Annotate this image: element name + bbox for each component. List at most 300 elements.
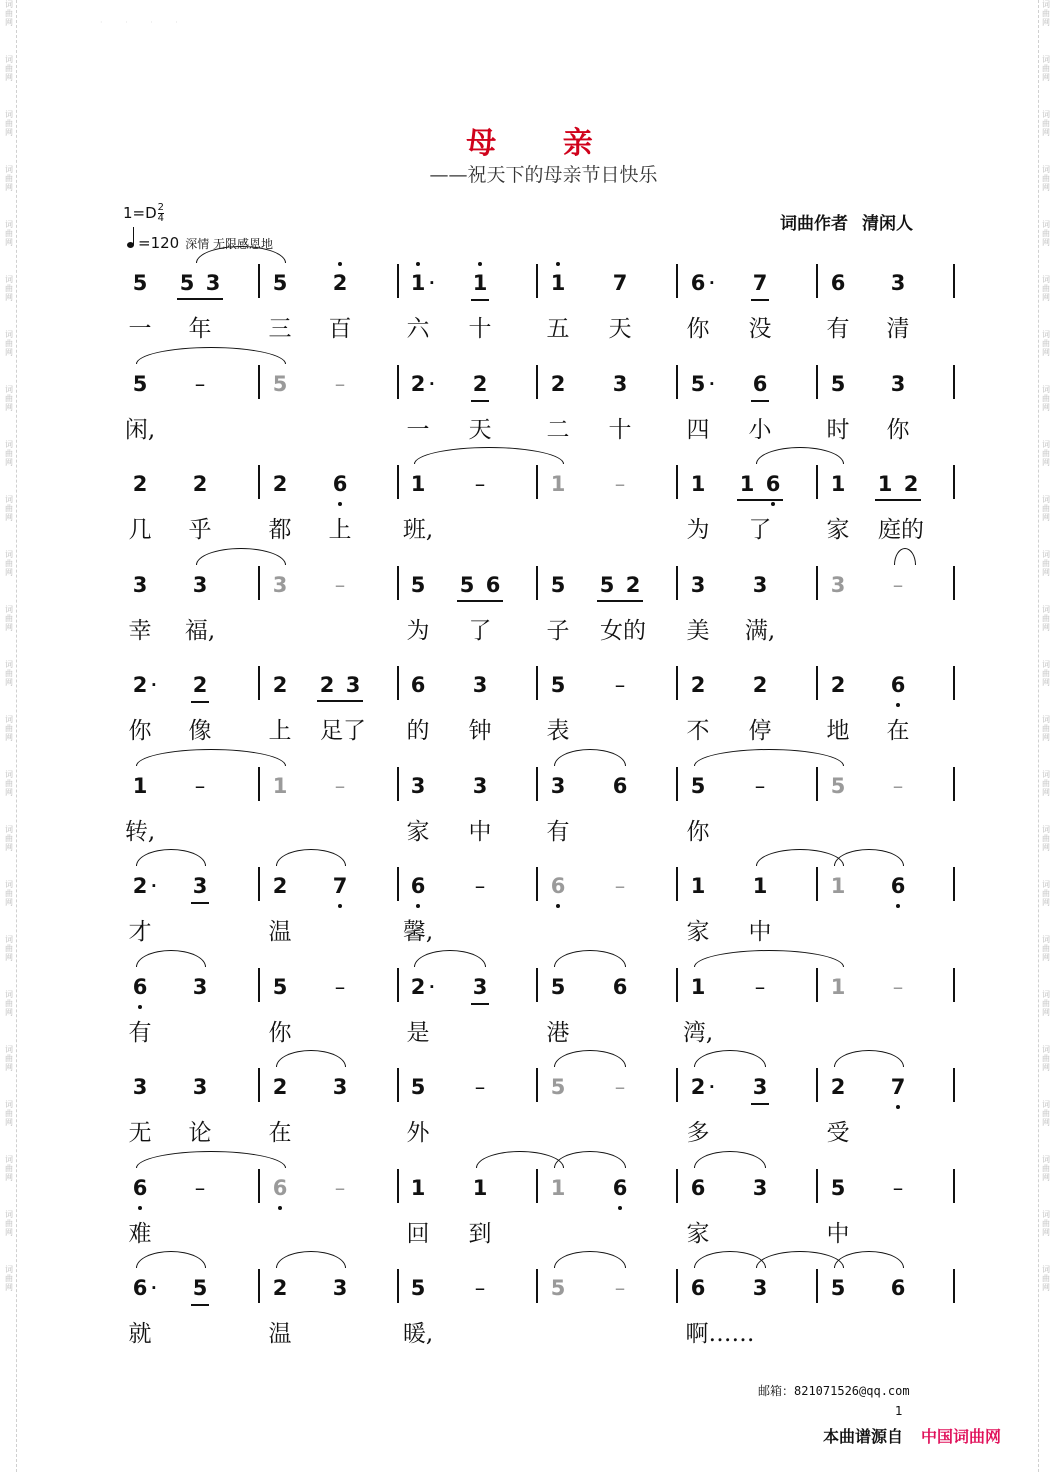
note: 2	[460, 369, 500, 399]
score-system	[0, 670, 1055, 710]
barline	[536, 264, 538, 298]
source-credit	[823, 1424, 1001, 1447]
lyric-syllable: 不	[686, 718, 710, 744]
tie-slur	[136, 1151, 286, 1168]
barline	[816, 767, 818, 801]
time-signature	[158, 203, 164, 224]
contact-email: 邮箱：821071526@qq.com	[758, 1384, 910, 1398]
barline	[953, 1169, 955, 1203]
note: 1	[272, 773, 288, 798]
sustain-dash: –	[892, 974, 904, 999]
barline	[258, 264, 260, 298]
note: 3	[472, 773, 488, 798]
note: 5 ·	[678, 369, 718, 399]
watermark-text: 词 曲 网	[5, 165, 13, 192]
note: 6	[538, 871, 578, 901]
eighth-underline	[191, 701, 209, 703]
lyric-syllable: 论	[188, 1120, 212, 1146]
note: 5	[550, 1276, 566, 1300]
note: 3	[830, 572, 846, 597]
watermark-text: 词 曲 网	[1042, 275, 1050, 302]
lyric-syllable: 钟	[468, 718, 492, 744]
eighth-underline	[177, 298, 223, 300]
lyric-syllable: 三	[268, 316, 292, 342]
note: 6	[890, 1276, 906, 1300]
tie-slur	[476, 1151, 564, 1168]
note: 1	[132, 773, 148, 798]
augmentation-dot: ·	[709, 274, 715, 292]
eighth-underline	[751, 1103, 769, 1105]
watermark-text: 词 曲 网	[5, 330, 13, 357]
barline	[676, 1269, 678, 1303]
watermark-text: 词 曲 网	[5, 275, 13, 302]
lyric-syllable: 福,	[184, 617, 216, 644]
tie-slur	[196, 548, 286, 565]
lyric-syllable: 多	[686, 1120, 710, 1146]
watermark-text: 词 曲 网	[5, 1100, 13, 1127]
barline	[258, 465, 260, 499]
eighth-underline	[471, 1003, 489, 1005]
watermark-text: 词 曲 网	[5, 385, 13, 412]
barline	[816, 1269, 818, 1303]
lyric-syllable: 你	[268, 1019, 292, 1046]
score-system	[0, 871, 1055, 911]
watermark-text: 词 曲 网	[1042, 1100, 1050, 1127]
barline	[816, 1068, 818, 1102]
note: 1	[690, 874, 706, 898]
barline	[397, 767, 399, 801]
watermark-text: 词 曲 网	[5, 825, 13, 852]
lyric-syllable: 没	[748, 316, 772, 342]
lyric-syllable: 中	[468, 818, 492, 845]
watermark-text: 词 曲 网	[5, 0, 13, 27]
sustain-dash: –	[892, 1175, 904, 1200]
augmentation-dot: ·	[151, 676, 157, 694]
barline	[536, 365, 538, 399]
note: 3	[410, 773, 426, 798]
score-system	[0, 1072, 1055, 1112]
barline	[676, 264, 678, 298]
author-name: 清闲人	[862, 214, 913, 234]
score-system	[0, 469, 1055, 509]
barline	[258, 1269, 260, 1303]
octave-dot-high	[478, 262, 482, 266]
lyric-syllable: 转,	[124, 818, 156, 845]
watermark-text: 词 曲 网	[1042, 1210, 1050, 1237]
watermark-text: 词 曲 网	[5, 1045, 13, 1072]
watermark-text: 词 曲 网	[1042, 550, 1050, 577]
note: 5	[459, 572, 475, 597]
watermark-text: 词 曲 网	[1042, 605, 1050, 632]
barline	[676, 1068, 678, 1102]
barline	[536, 1169, 538, 1203]
watermark-text: 词 曲 网	[1042, 440, 1050, 467]
note: 5	[830, 371, 846, 396]
note: 6	[410, 673, 426, 697]
note: 2	[319, 673, 335, 697]
barline	[816, 365, 818, 399]
note: 6	[878, 871, 918, 901]
tie-slur	[554, 1251, 626, 1268]
octave-dot-low	[896, 1105, 900, 1109]
barline	[397, 666, 399, 700]
eighth-underline	[471, 299, 489, 301]
watermark-text: 词 曲 网	[5, 1155, 13, 1182]
lyrics-line	[0, 1014, 1055, 1048]
barline	[397, 264, 399, 298]
lyric-syllable: 就	[128, 1321, 152, 1347]
lyrics-line	[0, 310, 1055, 344]
sustain-dash: –	[892, 572, 904, 597]
lyric-syllable: 有	[546, 818, 570, 845]
tie-slur	[756, 849, 844, 866]
note: 5	[410, 1075, 426, 1099]
lyric-syllable: 了	[468, 617, 492, 644]
note: 1	[410, 472, 426, 496]
lyric-syllable: 你	[886, 416, 910, 443]
note: 5	[690, 773, 706, 798]
watermark-text: 词 曲 网	[5, 440, 13, 467]
source-site-link[interactable]: 中国词曲网	[921, 1427, 1002, 1446]
barline	[536, 1269, 538, 1303]
note: 6	[740, 369, 780, 399]
barline	[953, 968, 955, 1002]
note: 3	[460, 972, 500, 1002]
key-label: 1=D	[123, 204, 157, 222]
lyric-syllable: 年	[188, 316, 212, 342]
note: 2	[752, 673, 768, 697]
barline	[536, 1068, 538, 1102]
lyrics-line	[0, 1215, 1055, 1249]
lyric-syllable: 六	[406, 316, 430, 342]
note: 6	[612, 974, 628, 999]
note: 3	[192, 1075, 208, 1099]
lyric-syllable: 时	[826, 416, 850, 443]
note: 6	[260, 1173, 300, 1203]
lyric-syllable: 家	[406, 818, 430, 845]
lyric-syllable: 满,	[744, 617, 776, 644]
tie-slur	[694, 1050, 766, 1067]
note: 5	[830, 1276, 846, 1300]
barline	[258, 666, 260, 700]
barline	[258, 867, 260, 901]
watermark-text: 词 曲 网	[1042, 0, 1050, 27]
tie-slur	[136, 950, 206, 967]
sustain-dash: –	[614, 472, 626, 496]
sustain-dash: –	[754, 773, 766, 798]
watermark-text: 词 曲 网	[1042, 165, 1050, 192]
score-system	[0, 771, 1055, 811]
note: 1	[877, 472, 893, 496]
lyric-syllable: 港	[546, 1019, 570, 1046]
note: 6	[485, 572, 501, 597]
lyric-syllable: 中	[748, 919, 772, 945]
note: 6	[120, 972, 160, 1002]
tie-slur	[894, 548, 916, 565]
barline	[816, 666, 818, 700]
lyric-syllable: 暖,	[402, 1321, 434, 1347]
note: 2	[180, 670, 220, 700]
note: 1	[460, 268, 500, 298]
tie-slur	[136, 849, 206, 866]
lyric-syllable: 一	[128, 316, 152, 342]
note: 6	[398, 871, 438, 901]
eighth-underline	[457, 600, 503, 602]
watermark-text: 词 曲 网	[1042, 330, 1050, 357]
lyric-syllable: 十	[468, 316, 492, 342]
sustain-dash: –	[474, 472, 486, 496]
note: 1	[538, 268, 578, 298]
barline	[953, 365, 955, 399]
note: 3	[332, 1075, 348, 1099]
barline	[397, 566, 399, 600]
lyric-syllable: 家	[686, 919, 710, 945]
author-credit	[780, 209, 913, 234]
tie-slur	[136, 1251, 206, 1268]
lyric-syllable: 你	[686, 316, 710, 342]
lyrics-line	[0, 712, 1055, 746]
note: 2 ·	[398, 369, 438, 399]
lyric-syllable: 的	[406, 718, 430, 744]
expression-marking: 深情 无限感恩地	[185, 237, 274, 251]
note: 5	[550, 572, 566, 597]
tie-slur	[834, 849, 904, 866]
note: 6	[830, 271, 846, 295]
lyric-syllable: 家	[826, 517, 850, 543]
note: 1	[830, 974, 846, 999]
octave-dot-high	[556, 262, 560, 266]
note: 2	[272, 874, 288, 898]
lyric-syllable: 上	[328, 517, 352, 543]
barline	[397, 968, 399, 1002]
eighth-underline	[317, 700, 363, 702]
note: 3	[272, 572, 288, 597]
barline	[676, 365, 678, 399]
lyrics-line	[0, 813, 1055, 847]
lyrics-line	[0, 913, 1055, 947]
augmentation-dot: ·	[429, 977, 435, 996]
octave-dot-low	[896, 703, 900, 707]
octave-dot-low	[416, 904, 420, 908]
tie-slur	[276, 1050, 346, 1067]
lyric-syllable: 你	[686, 818, 710, 845]
tie-slur	[694, 950, 844, 967]
barline	[397, 1169, 399, 1203]
sustain-dash: –	[614, 1075, 626, 1099]
note: 1	[739, 472, 755, 496]
tie-slur	[414, 447, 564, 464]
note: 5	[830, 773, 846, 798]
note: 5	[180, 1273, 220, 1303]
watermark-text: 词 曲 网	[5, 55, 13, 82]
lyric-syllable: 停	[748, 718, 772, 744]
sustain-dash: –	[892, 773, 904, 798]
barline	[816, 968, 818, 1002]
watermark-text: 词 曲 网	[5, 1265, 13, 1292]
lyric-syllable: 美	[686, 617, 710, 644]
note: 2	[272, 1276, 288, 1300]
watermark-text: 词 曲 网	[1042, 715, 1050, 742]
sustain-dash: –	[334, 974, 346, 999]
barline	[953, 1068, 955, 1102]
sustain-dash: –	[474, 1075, 486, 1099]
tie-slur	[694, 1151, 766, 1168]
note: 2 ·	[398, 972, 438, 1002]
eighth-underline	[191, 902, 209, 904]
barline	[816, 264, 818, 298]
lyric-syllable: 啊……	[685, 1321, 755, 1347]
time-numerator: 2	[157, 202, 165, 213]
augmentation-dot: ·	[429, 274, 435, 292]
tie-slur	[554, 749, 626, 766]
sustain-dash: –	[334, 773, 346, 798]
augmentation-dot: ·	[709, 1078, 715, 1096]
note: 3	[132, 572, 148, 597]
lyric-syllable: 无	[128, 1120, 152, 1146]
note: 1 ·	[398, 268, 438, 298]
eighth-underline	[751, 400, 769, 402]
watermark-text: 词 曲 网	[1042, 385, 1050, 412]
octave-dot-low	[896, 904, 900, 908]
lyric-syllable: 子	[546, 617, 570, 644]
tie-slur	[694, 749, 844, 766]
note: 1	[690, 974, 706, 999]
tie-slur	[554, 950, 626, 967]
lyric-syllable: 在	[268, 1120, 292, 1146]
note: 7	[878, 1072, 918, 1102]
barline	[536, 867, 538, 901]
sustain-dash: –	[754, 974, 766, 999]
barline	[397, 867, 399, 901]
note: 2	[690, 673, 706, 697]
note: 6	[753, 469, 793, 499]
sustain-dash: –	[614, 673, 626, 697]
tie-slur	[554, 1050, 626, 1067]
watermark-text: 词 曲 网	[5, 660, 13, 687]
octave-dot-high	[416, 262, 420, 266]
note: 1	[830, 874, 846, 898]
note: 6	[690, 1175, 706, 1200]
sustain-dash: –	[474, 1276, 486, 1300]
augmentation-dot: ·	[151, 1279, 157, 1297]
score-system	[0, 1273, 1055, 1313]
watermark-text: 词 曲 网	[1042, 825, 1050, 852]
note: 2 ·	[678, 1072, 718, 1102]
lyric-syllable: 闲,	[124, 416, 156, 443]
note: 2	[132, 472, 148, 496]
octave-dot-high	[338, 262, 342, 266]
lyric-syllable: 足了	[320, 718, 366, 744]
score-system	[0, 972, 1055, 1012]
note: 5	[410, 1276, 426, 1300]
barline	[953, 1269, 955, 1303]
barline	[953, 465, 955, 499]
note: 6 ·	[120, 1273, 160, 1303]
note: 1	[410, 1175, 426, 1200]
eighth-underline	[597, 600, 643, 602]
tie-slur	[834, 1251, 904, 1268]
augmentation-dot: ·	[151, 877, 157, 895]
note: 2	[830, 673, 846, 697]
score-system	[0, 369, 1055, 409]
lyric-syllable: 天	[468, 416, 492, 443]
tie-slur	[554, 1151, 626, 1168]
barline	[816, 1169, 818, 1203]
lyric-syllable: 为	[406, 617, 430, 644]
lyric-syllable: 像	[188, 718, 212, 744]
watermark-text: 词 曲 网	[5, 935, 13, 962]
lyric-syllable: 你	[128, 718, 152, 744]
watermark-text: 词 曲 网	[5, 990, 13, 1017]
note: 6	[120, 1173, 160, 1203]
watermark-text: 词 曲 网	[5, 770, 13, 797]
tie-slur	[756, 447, 844, 464]
barline	[258, 566, 260, 600]
note: 3	[752, 1276, 768, 1300]
eighth-underline	[191, 1304, 209, 1306]
barline	[953, 767, 955, 801]
barline	[676, 767, 678, 801]
note: 1	[690, 472, 706, 496]
lyric-syllable: 难	[128, 1220, 152, 1247]
watermark-text: 词 曲 网	[1042, 495, 1050, 522]
watermark-text: 词 曲 网	[1042, 770, 1050, 797]
note: 2	[272, 472, 288, 496]
barline	[536, 465, 538, 499]
lyric-syllable: 为	[686, 517, 710, 543]
note: 5	[132, 271, 148, 295]
key-signature	[123, 203, 164, 224]
lyric-syllable: 有	[826, 316, 850, 342]
eighth-underline	[751, 299, 769, 301]
sustain-dash: –	[334, 1175, 346, 1200]
lyrics-line	[0, 1315, 1055, 1349]
lyric-syllable: 百	[328, 316, 352, 342]
barline	[258, 1068, 260, 1102]
barline	[676, 465, 678, 499]
lyrics-line	[0, 612, 1055, 646]
note: 6	[612, 773, 628, 798]
eighth-underline	[737, 499, 783, 501]
watermark-text: 词 曲 网	[5, 220, 13, 247]
tie-slur	[756, 1251, 844, 1268]
note: 3	[690, 572, 706, 597]
sustain-dash: –	[194, 371, 206, 396]
note: 3	[192, 974, 208, 999]
note: 6	[320, 469, 360, 499]
lyric-syllable: 都	[268, 517, 292, 543]
augmentation-dot: ·	[429, 374, 435, 393]
lyrics-line	[0, 1114, 1055, 1148]
watermark-text: 词 曲 网	[1042, 1265, 1050, 1292]
lyric-syllable: 馨,	[402, 919, 434, 945]
lyric-syllable: 上	[268, 718, 292, 744]
watermark-text: 词 曲 网	[5, 1210, 13, 1237]
note: 3	[890, 371, 906, 396]
tie-slur	[276, 849, 346, 866]
barline	[953, 867, 955, 901]
note: 2 ·	[120, 871, 160, 901]
octave-dot-low	[278, 1206, 282, 1210]
lyric-syllable: 地	[826, 718, 850, 744]
eighth-underline	[471, 400, 489, 402]
watermark-text: 词 曲 网	[5, 110, 13, 137]
octave-dot-low	[138, 1206, 142, 1210]
note: 3	[205, 271, 221, 295]
barline	[536, 566, 538, 600]
note: 2	[272, 673, 288, 697]
octave-dot-low	[556, 904, 560, 908]
